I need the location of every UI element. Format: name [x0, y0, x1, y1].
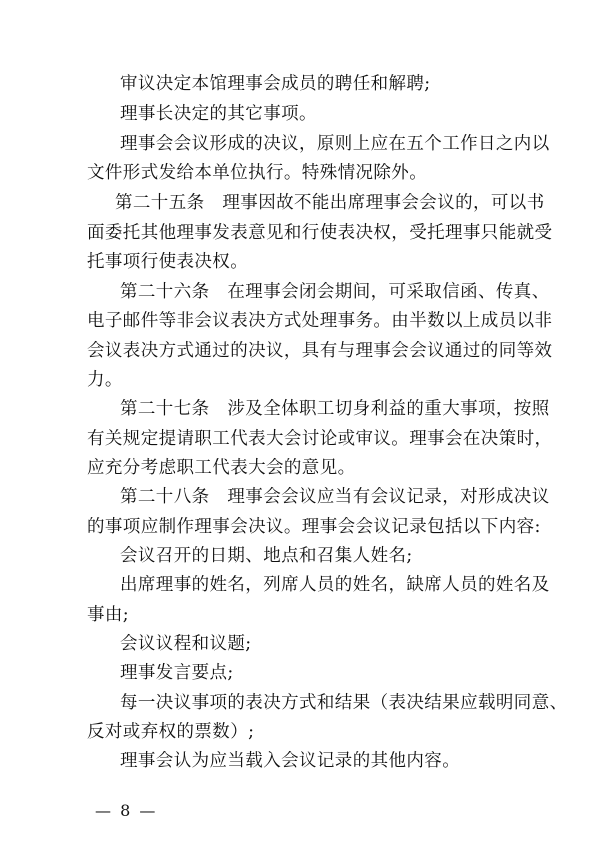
- text-line: 会议召开的日期、地点和召集人姓名;: [120, 546, 413, 566]
- text-line: 电子邮件等非会议表决方式处理事务。由半数以上成员以非: [87, 311, 553, 331]
- text-line: 第二十六条 在理事会闭会期间，可采取信函、传真、: [120, 282, 550, 302]
- page-number: — 8 —: [95, 801, 158, 820]
- text-line: 第二十五条 理事因故不能出席理事会会议的，可以书: [115, 193, 545, 213]
- text-line: 文件形式发给本单位执行。特殊情况除外。: [87, 163, 428, 183]
- text-line: 面委托其他理事发表意见和行使表决权，受托理事只能就受: [87, 223, 553, 243]
- text-line: 理事长决定的其它事项。: [120, 104, 317, 124]
- text-line: 出席理事的姓名，列席人员的姓名，缺席人员的姓名及: [120, 575, 550, 595]
- text-line: 每一决议事项的表决方式和结果（表决结果应载明同意、: [120, 693, 568, 713]
- text-line: 事由;: [87, 605, 130, 625]
- text-line: 理事会认为应当载入会议记录的其他内容。: [120, 751, 461, 771]
- text-line: 的事项应制作理事会决议。理事会会议记录包括以下内容:: [87, 517, 541, 537]
- text-line: 理事会会议形成的决议，原则上应在五个工作日之内以: [120, 134, 550, 154]
- text-line: 会议议程和议题;: [120, 634, 252, 654]
- text-line: 反对或弃权的票数）;: [87, 722, 255, 742]
- text-line: 应充分考虑职工代表大会的意见。: [87, 458, 356, 478]
- text-line: 理事发言要点;: [120, 663, 234, 683]
- text-line: 有关规定提请职工代表大会讨论或审议。理事会在决策时，: [87, 429, 553, 449]
- text-line: 第二十八条 理事会会议应当有会议记录，对形成决议: [120, 487, 550, 507]
- text-line: 第二十七条 涉及全体职工切身利益的重大事项，按照: [120, 399, 550, 419]
- text-line: 审议决定本馆理事会成员的聘任和解聘;: [120, 74, 431, 94]
- text-line: 会议表决方式通过的决议，具有与理事会会议通过的同等效: [87, 341, 553, 361]
- text-line: 力。: [87, 370, 123, 390]
- text-line: 托事项行使表决权。: [87, 252, 249, 272]
